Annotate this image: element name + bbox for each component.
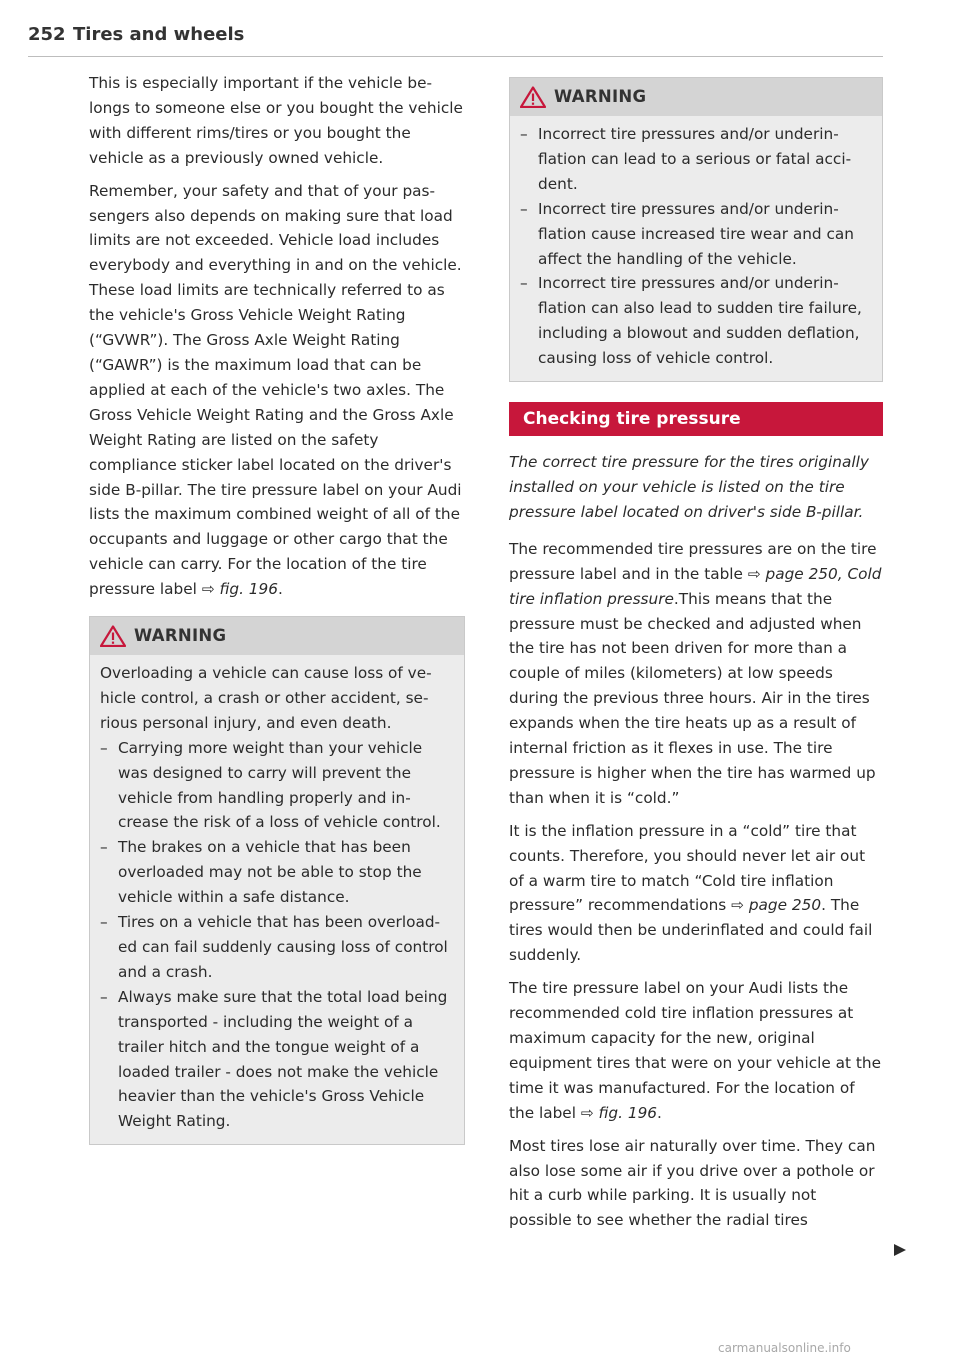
- right-paragraph-3-text: The tire pressure label on your Audi lists the recommended cold tire inflation pressures at maximum capacity for the new, original equipment tires that were on your vehicle at the time it was manufactured. For the location of the label: [509, 979, 882, 1122]
- right-paragraph-3-end: .: [657, 1103, 662, 1122]
- page-section-title: Tires and wheels: [73, 24, 245, 45]
- section-heading: Checking tire pressure: [509, 402, 883, 436]
- left-paragraph-2-text: Remember, your safety and that of your passengers also depends on making sure that load limits are not exceeded. Vehicle load includes everybody and everything in and on the vehicle. These load limits are technically referred to as the vehicle's Gross Vehicle Weight Rating (“GVWR”). The Gross Axle Weight Rating (“GAWR”) is the maximum load that can be applied at each of the vehicle's two axles. The Gross Vehicle Weight Rating and the Gross Axle Weight Rating are listed on the safety compliance sticker label located on the driver's side B-pillar. The tire pressure label on your Audi lists the maximum combined weight of all of the occupants and luggage or other cargo that the vehicle can carry. For the location of the tire pressure label: [89, 181, 462, 599]
- overload-warning-box: [89, 616, 465, 1145]
- warning-item: – The brakes on a vehicle that has been overloaded may not be able to stop the vehicle within a safe distance.: [100, 835, 452, 910]
- warning-item: – Incorrect tire pressures and/or underinflation can also lead to sudden tire failure, including a blowout and sudden deflation, causing loss of vehicle control.: [520, 271, 870, 371]
- right-paragraph-1: [509, 537, 883, 811]
- warning-header: [90, 617, 464, 655]
- page-250-link[interactable]: ⇨ page 250, Cold tire inflation pressure: [509, 564, 882, 608]
- right-paragraph-2-end: . The tires would then be underinflated and could fail suddenly.: [509, 896, 873, 965]
- warning-triangle-icon: [100, 625, 126, 647]
- section-intro: The correct tire pressure for the tires originally installed on your vehicle is listed on the tire pressure label located on driver's side B-pillar.: [509, 453, 869, 521]
- warning-body: [510, 116, 882, 381]
- warning-item: – Always make sure that the total load being transported - including the weight of a trailer hitch and the tongue weight of a loaded trailer - does not make the vehicle heavier than the vehicle's Gross Vehicle Weight Rating.: [100, 985, 452, 1134]
- right-paragraph-3: [509, 976, 883, 1125]
- warning-item: – Carrying more weight than your vehicle was designed to carry will prevent the vehicle from handling properly and increase the risk of a loss of vehicle control.: [100, 736, 452, 836]
- left-paragraph-2-end: .: [278, 580, 283, 599]
- warning-list: [520, 122, 870, 371]
- continue-arrow-icon: [893, 1243, 907, 1257]
- watermark: carmanualsonline.info: [718, 1341, 851, 1355]
- right-paragraph-4: Most tires lose air naturally over time. They can also lose some air if you drive over a pothole or hit a curb while parking. It is usually not possible to see whether the radial tires: [509, 1136, 876, 1230]
- right-paragraph-1-end: .This means that the pressure must be checked and adjusted when the tire has not been driven for more than a couple of miles (kilometers) at low speeds during the previous three hours. Air in the tires expands when the tire heats up as a result of internal friction as it flexes in use. The tire pressure is higher when the tire has warmed up than when it is “cold.”: [509, 589, 876, 807]
- right-paragraph-2: [509, 819, 883, 968]
- left-paragraph-1: This is especially important if the vehicle belongs to someone else or you bought the vehicle with different rims/tires or you bought the vehicle as a previously owned vehicle.: [89, 74, 463, 167]
- warning-list: [100, 736, 452, 1135]
- warning-intro: Overloading a vehicle can cause loss of vehicle control, a crash or other accident, serious personal injury, and even death.: [100, 664, 432, 732]
- right-column: [509, 77, 883, 1241]
- warning-body: [90, 655, 464, 1144]
- fig-196-link[interactable]: ⇨ fig. 196: [201, 580, 279, 599]
- tire-pressure-warning-box: [509, 77, 883, 382]
- right-paragraph-2-text: It is the inflation pressure in a “cold” tire that counts. Therefore, you should never let air out of a warm tire to match “Cold tire inflation pressure” recommendations: [509, 821, 866, 915]
- warning-item: – Tires on a vehicle that has been overloaded can fail suddenly causing loss of control and a crash.: [100, 910, 452, 985]
- warning-item: – Incorrect tire pressures and/or underinflation cause increased tire wear and can affect the handling of the vehicle.: [520, 197, 870, 272]
- left-paragraph-2: [89, 179, 465, 602]
- page-header: [28, 22, 883, 57]
- warning-title: WARNING: [554, 86, 647, 106]
- warning-header: [510, 78, 882, 116]
- warning-triangle-icon: [520, 86, 546, 108]
- warning-title: WARNING: [134, 625, 227, 645]
- right-paragraph-1-text: The recommended tire pressures are on the tire pressure label and in the table: [509, 539, 877, 583]
- page-number: 252: [28, 24, 66, 45]
- warning-item: – Incorrect tire pressures and/or underinflation can lead to a serious or fatal accident.: [520, 122, 870, 197]
- left-column: [89, 71, 465, 1145]
- fig-196-link[interactable]: ⇨ fig. 196: [580, 1103, 658, 1122]
- page-250-link[interactable]: ⇨ page 250: [731, 896, 822, 915]
